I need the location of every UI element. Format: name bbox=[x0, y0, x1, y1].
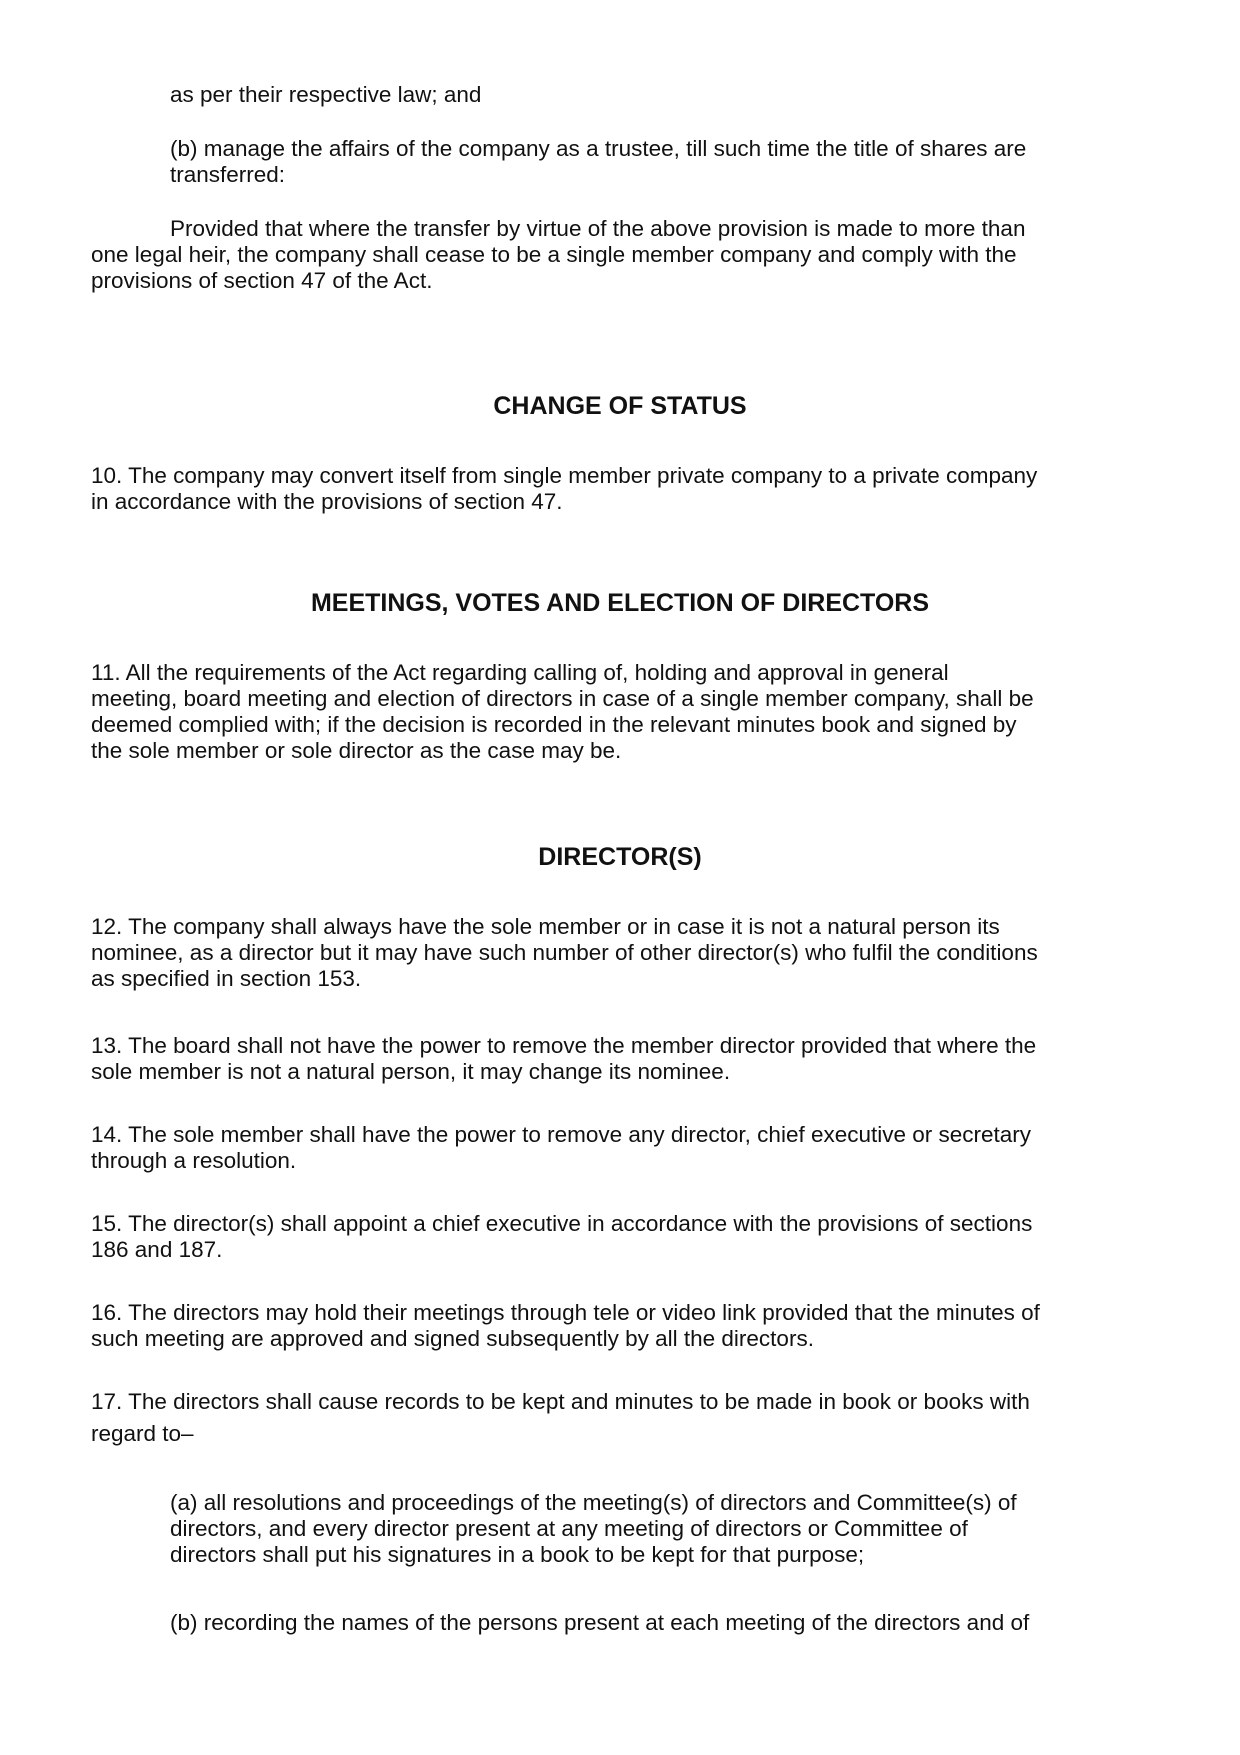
text-line: 13. The board shall not have the power to remove the member director provided that where the bbox=[91, 1033, 1037, 1058]
text-line: 16. The directors may hold their meetings through tele or video link provided that the minutes of bbox=[91, 1300, 1040, 1325]
text-line: 17. The directors shall cause records to be kept and minutes to be made in book or books with bbox=[91, 1389, 1030, 1414]
text-line: nominee, as a director but it may have such number of other director(s) who fulfil the conditions bbox=[91, 940, 1038, 965]
text-line: 12. The company shall always have the sole member or in case it is not a natural person its bbox=[91, 914, 1000, 939]
text-line: directors shall put his signatures in a book to be kept for that purpose; bbox=[170, 1542, 865, 1567]
text-line: one legal heir, the company shall cease to be a single member company and comply with the bbox=[91, 242, 1017, 267]
text-line: 10. The company may convert itself from single member private company to a private company bbox=[91, 463, 1038, 488]
text-line: 14. The sole member shall have the power to remove any director, chief executive or secretary bbox=[91, 1122, 1032, 1147]
text-line: directors, and every director present at any meeting of directors or Committee of bbox=[170, 1516, 968, 1541]
text-line: regard to– bbox=[91, 1421, 194, 1446]
text-line: through a resolution. bbox=[91, 1148, 297, 1173]
section-heading: MEETINGS, VOTES AND ELECTION OF DIRECTORS bbox=[310, 589, 930, 617]
text-line: as specified in section 153. bbox=[91, 966, 362, 991]
text-line: Provided that where the transfer by virtue of the above provision is made to more than bbox=[170, 216, 1026, 241]
text-line: (a) all resolutions and proceedings of the meeting(s) of directors and Committee(s) of bbox=[170, 1490, 1017, 1515]
section-heading: DIRECTOR(S) bbox=[538, 843, 702, 871]
text-line: meeting, board meeting and election of directors in case of a single member company, shall be bbox=[91, 686, 1034, 711]
text-line: 15. The director(s) shall appoint a chief executive in accordance with the provisions of sections bbox=[91, 1211, 1033, 1236]
text-line: (b) recording the names of the persons present at each meeting of the directors and of bbox=[170, 1610, 1030, 1635]
text-line: in accordance with the provisions of section 47. bbox=[91, 489, 563, 514]
text-line: the sole member or sole director as the case may be. bbox=[91, 738, 622, 763]
text-line: transferred: bbox=[170, 162, 286, 187]
section-heading: CHANGE OF STATUS bbox=[493, 392, 747, 420]
text-line: such meeting are approved and signed subsequently by all the directors. bbox=[91, 1326, 814, 1351]
text-line: deemed complied with; if the decision is recorded in the relevant minutes book and signed by bbox=[91, 712, 1017, 737]
text-line: 186 and 187. bbox=[91, 1237, 223, 1262]
text-line: provisions of section 47 of the Act. bbox=[91, 268, 433, 293]
text-line: as per their respective law; and bbox=[170, 82, 482, 107]
text-line: (b) manage the affairs of the company as a trustee, till such time the title of shares are bbox=[170, 136, 1027, 161]
text-line: 11. All the requirements of the Act regarding calling of, holding and approval in general bbox=[91, 660, 949, 685]
text-line: sole member is not a natural person, it may change its nominee. bbox=[91, 1059, 731, 1084]
